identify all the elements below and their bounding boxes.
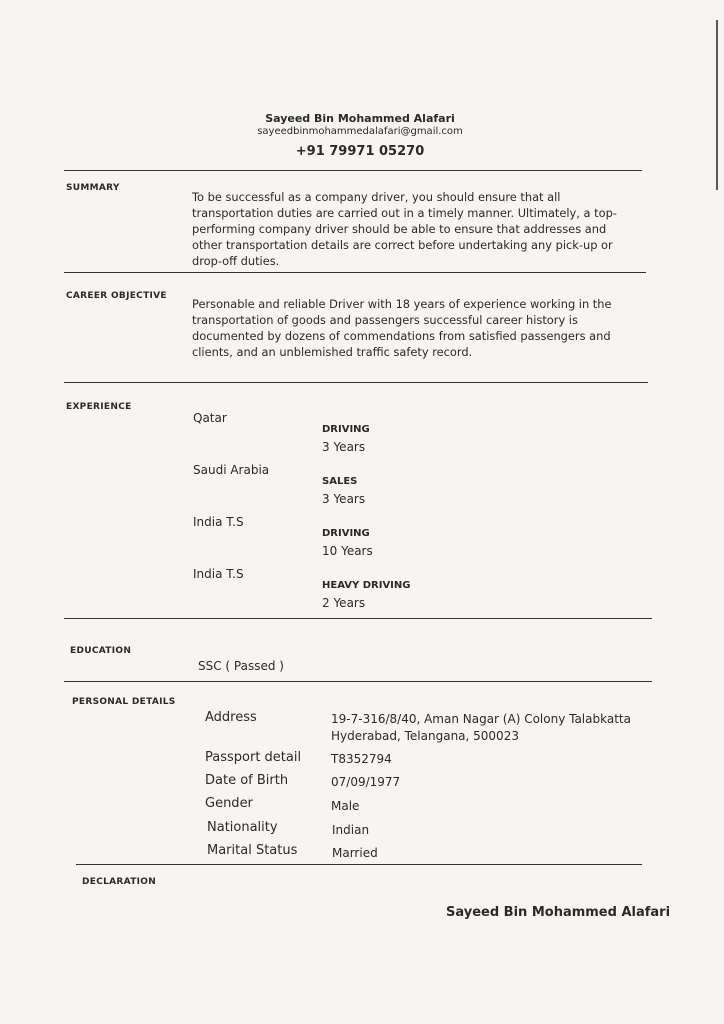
- experience-years: 3 Years: [322, 492, 366, 506]
- summary-text: To be successful as a company driver, you should ensure that all transportation duties are carried out in a timely manner. Ultimately, a top-performing company driver should be able to ensure that addresses and other transportation details are correct before undertaking any pick-up or drop-off duties.: [192, 190, 617, 268]
- divider: [64, 618, 652, 619]
- page-edge-shadow: [716, 20, 724, 190]
- section-heading-declaration: DECLARATION: [82, 877, 157, 887]
- experience-country: Saudi Arabia: [193, 463, 270, 477]
- divider: [64, 382, 648, 383]
- experience-role: HEAVY DRIVING: [322, 580, 411, 591]
- divider: [64, 272, 646, 273]
- personal-detail-label: Date of Birth: [205, 773, 289, 788]
- personal-detail-value: T8352794: [331, 752, 392, 766]
- section-heading-personal-details: PERSONAL DETAILS: [72, 697, 176, 707]
- experience-role: DRIVING: [322, 424, 370, 435]
- experience-years: 3 Years: [322, 440, 366, 454]
- header-name: Sayeed Bin Mohammed Alafari: [265, 112, 455, 125]
- personal-detail-label: Marital Status: [207, 843, 298, 858]
- section-heading-summary: SUMMARY: [66, 183, 120, 193]
- personal-detail-value: Indian: [332, 823, 370, 837]
- experience-country: India T.S: [193, 515, 244, 529]
- personal-detail-value: Married: [332, 846, 378, 860]
- career-objective-text: Personable and reliable Driver with 18 years of experience working in the transportation of goods and passengers successful career history is documented by dozens of commendations from satisfied passengers and clients, and an unblemished traffic safety record.: [192, 297, 612, 359]
- personal-detail-label: Passport detail: [205, 750, 302, 765]
- experience-years: 10 Years: [322, 544, 373, 558]
- experience-role: DRIVING: [322, 528, 370, 539]
- section-heading-education: EDUCATION: [70, 646, 132, 656]
- section-heading-career-objective: CAREER OBJECTIVE: [66, 291, 167, 301]
- personal-detail-value: 07/09/1977: [331, 775, 401, 789]
- personal-detail-label: Address: [205, 710, 257, 725]
- divider: [64, 681, 652, 682]
- declaration-signature: Sayeed Bin Mohammed Alafari: [446, 905, 671, 920]
- section-heading-experience: EXPERIENCE: [66, 402, 132, 412]
- header-email: sayeedbinmohammedalafari@gmail.com: [257, 126, 463, 137]
- header-phone: +91 79971 05270: [295, 144, 425, 159]
- divider: [76, 864, 642, 865]
- experience-role: SALES: [322, 476, 358, 487]
- divider: [64, 170, 642, 171]
- personal-detail-label: Gender: [205, 796, 253, 811]
- personal-detail-value: 19-7-316/8/40, Aman Nagar (A) Colony Talabkatta Hyderabad, Telangana, 500023: [331, 712, 631, 743]
- education-text: SSC ( Passed ): [198, 659, 284, 673]
- experience-country: Qatar: [193, 411, 227, 425]
- personal-detail-value: Male: [331, 799, 360, 813]
- experience-years: 2 Years: [322, 596, 366, 610]
- experience-country: India T.S: [193, 567, 244, 581]
- personal-detail-label: Nationality: [207, 820, 278, 835]
